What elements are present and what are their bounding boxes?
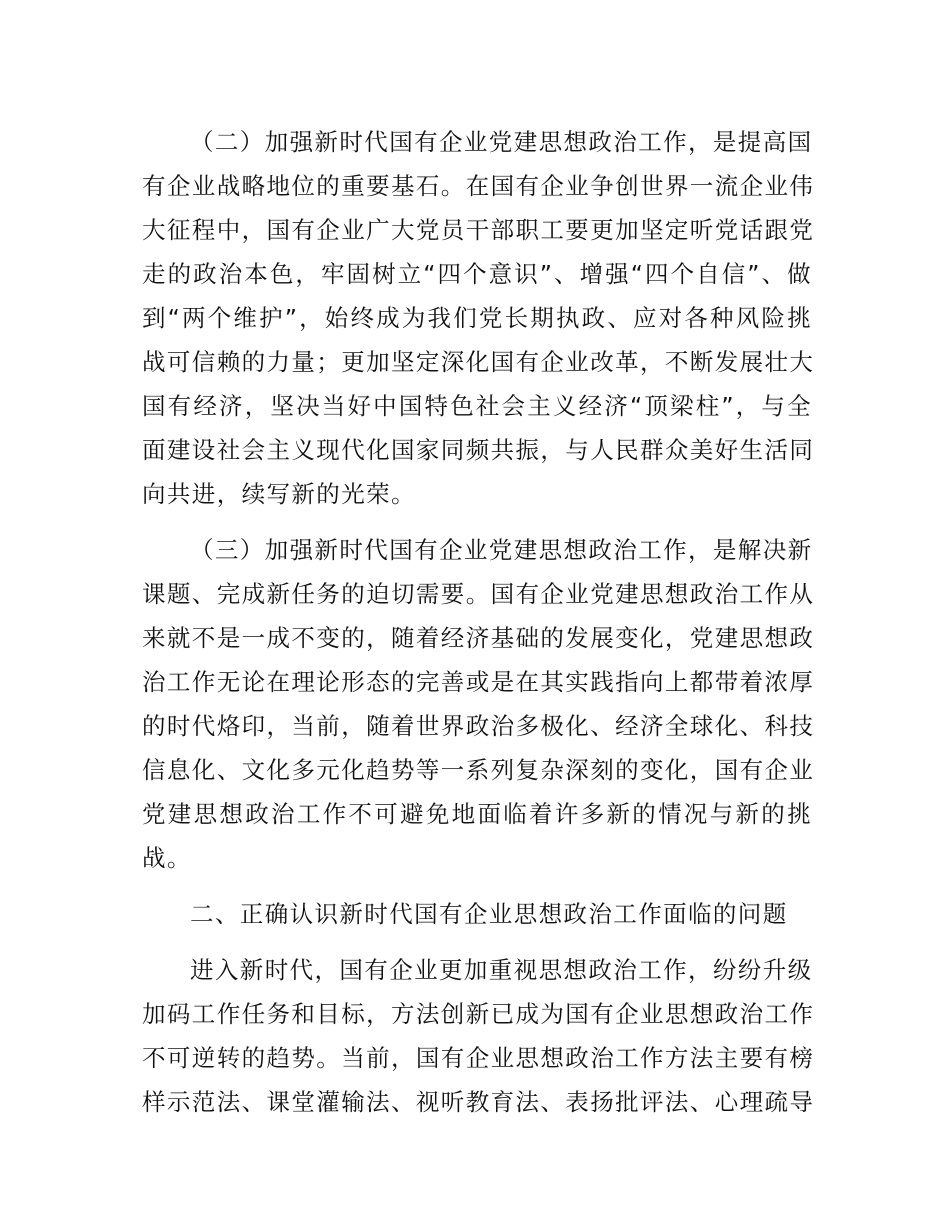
text-line: 国有经济，坚决当好中国特色社会主义经济“顶梁柱”，与全 [142, 392, 812, 420]
text-line: （二）加强新时代国有企业党建思想政治工作，是提高国 [190, 128, 813, 156]
text-line: 到“两个维护”，始终成为我们党长期执政、应对各种风险挑 [142, 304, 812, 332]
text-line: 样示范法、课堂灌输法、视听教育法、表扬批评法、心理疏导 [142, 1088, 815, 1116]
section-heading-text: 二、正确认识新时代国有企业思想政治工作面临的问题 [190, 900, 788, 928]
text-line: 加码工作任务和目标，方法创新已成为国有企业思想政治工作 [142, 1000, 815, 1028]
section-heading [142, 892, 812, 936]
text-line: 战。 [142, 844, 192, 872]
text-line: 信息化、文化多元化趋势等一系列复杂深刻的变化，国有企业 [142, 756, 815, 784]
text-line: （三）加强新时代国有企业党建思想政治工作，是解决新 [190, 536, 813, 564]
text-line: 不可逆转的趋势。当前，国有企业思想政治工作方法主要有榜 [142, 1044, 815, 1072]
document-body [142, 120, 815, 1124]
paragraph-2-importance-strategic [142, 120, 815, 516]
text-line: 有企业战略地位的重要基石。在国有企业争创世界一流企业伟 [142, 172, 815, 200]
text-line: 治工作无论在理论形态的完善或是在其实践指向上都带着浓厚 [142, 668, 815, 696]
text-line: 党建思想政治工作不可避免地面临着许多新的情况与新的挑 [142, 800, 812, 828]
text-line: 走的政治本色，牢固树立“四个意识”、增强“四个自信”、做 [142, 260, 812, 288]
paragraph-3-urgent-need [142, 528, 815, 880]
text-line: 向共进，续写新的光荣。 [142, 480, 416, 508]
text-line: 大征程中，国有企业广大党员干部职工要更加坚定听党话跟党 [142, 216, 815, 244]
text-line: 面建设社会主义现代化国家同频共振，与人民群众美好生活同 [142, 436, 815, 464]
text-line: 的时代烙印，当前，随着世界政治多极化、经济全球化、科技 [142, 712, 815, 740]
text-line: 战可信赖的力量；更加坚定深化国有企业改革，不断发展壮大 [142, 348, 815, 376]
text-line: 进入新时代，国有企业更加重视思想政治工作，纷纷升级 [190, 956, 813, 984]
paragraph-new-era-methods [142, 948, 815, 1124]
text-line: 课题、完成新任务的迫切需要。国有企业党建思想政治工作从 [142, 580, 815, 608]
text-line: 来就不是一成不变的，随着经济基础的发展变化，党建思想政 [142, 624, 815, 652]
